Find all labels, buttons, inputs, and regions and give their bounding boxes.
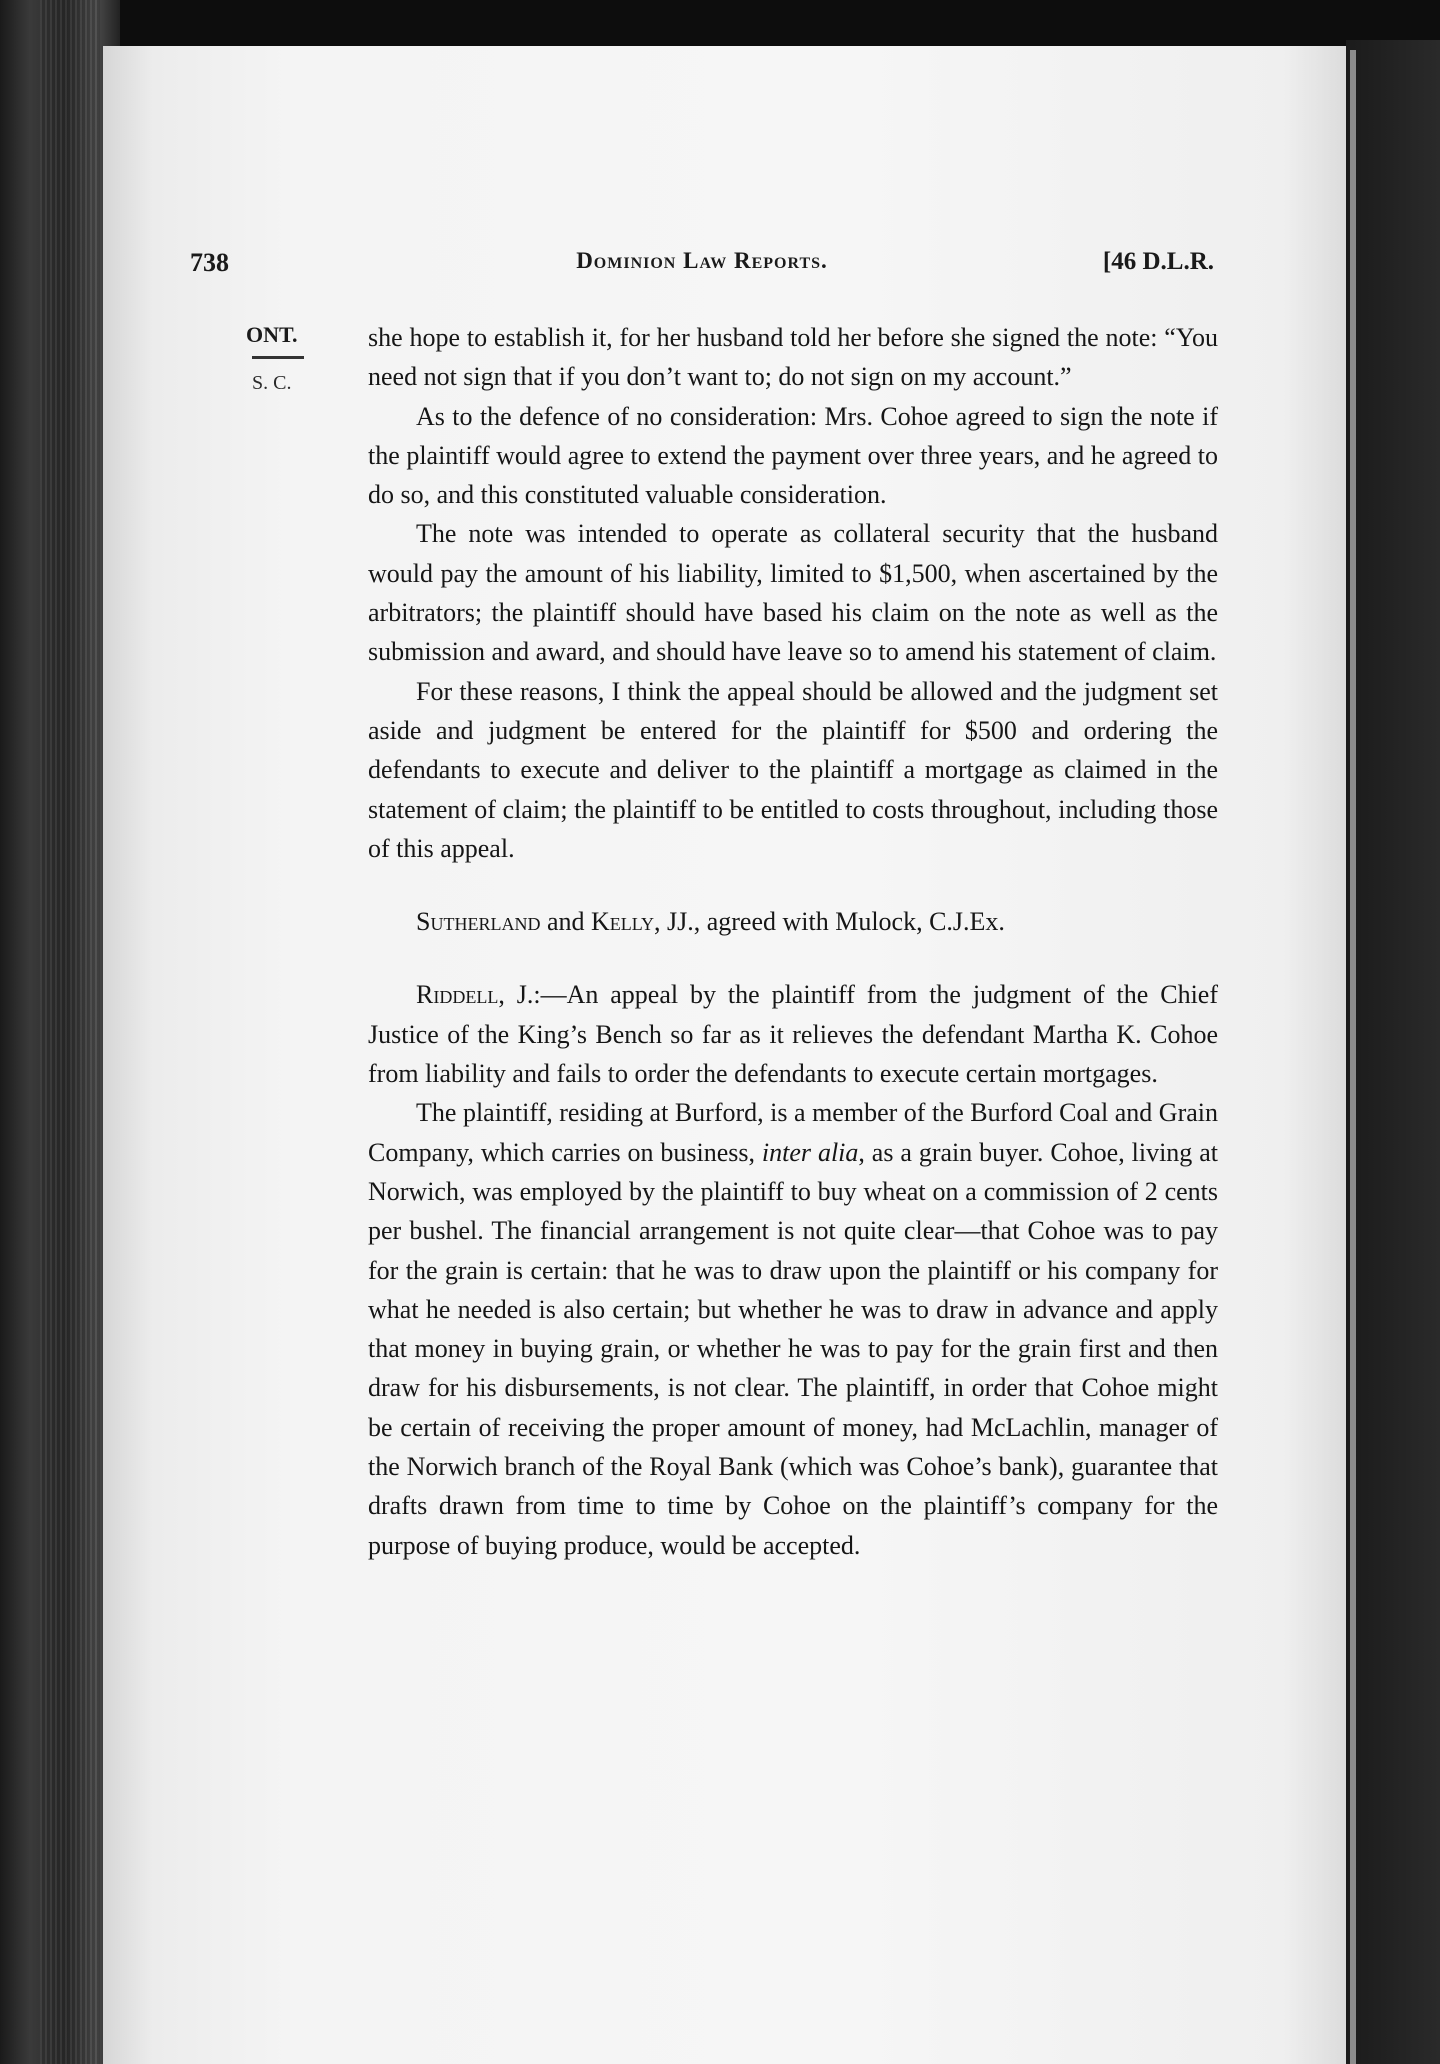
judge-name: Kelly [591, 907, 654, 937]
judgment-text [368, 318, 1218, 1565]
margin-court: S. C. [252, 372, 292, 394]
report-title: Dominion Law Reports. [576, 248, 828, 273]
paragraph-1: she hope to establish it, for her husband told her before she signed the note: “You need not sign that if you don’t want to; do not sign on my account.” [368, 323, 1218, 392]
paragraph-5 [368, 902, 1218, 941]
margin-rule [252, 356, 304, 359]
paragraph-3: The note was intended to operate as collateral security that the husband would pay the amount of his liability, limited to $1,500, when ascertained by the arbitrators; the plaintiff should have based his claim on the note as well as the submission and award, and should have leave so to amend his statement of claim. [368, 519, 1218, 667]
margin-jurisdiction: ONT. [246, 322, 298, 347]
volume-citation: [46 D.L.R. [1102, 248, 1214, 275]
paragraph-6 [368, 975, 1218, 1093]
judge-name: Riddell [416, 980, 499, 1010]
paragraph-4: For these reasons, I think the appeal should be allowed and the judgment set aside and judgment be entered for the plaintiff for $500 and ordering the defendants to execute and deliver to the plaintiff a mortgage as claimed in the statement of claim; the plaintiff to be entitled to costs throughout, including those of this appeal. [368, 676, 1218, 863]
facing-page-edge [1346, 40, 1440, 2064]
page-number: 738 [190, 248, 229, 277]
paragraph-text: , as a grain buyer. Cohoe, living at Norwich, was employed by the plaintiff to buy wheat on a commission of 2 cents per bushel. The financial arrangement is not quite clear—that Cohoe was to pay for the grain is certain: that he was to draw upon the plaintiff or his company for what he needed is also certain; but whether he was to draw in advance and apply that money in buying grain, or whether he was to pay for the grain first and then draw for his disbursements, is not clear. The plaintiff, in order that Cohoe might be certain of receiving the proper amount of money, had McLachlin, manager of the Norwich branch of the Royal Bank (which was Cohoe’s bank), guarantee that drafts drawn from time to time by Cohoe on the plaintiff’s company for the purpose of buying produce, would be accepted. [368, 1137, 1218, 1560]
concurrence-text: , JJ., agreed with Mulock, C.J.Ex. [653, 907, 1005, 937]
judge-name: Sutherland [416, 907, 541, 937]
facing-page-strip [1350, 50, 1356, 2064]
paragraph-7 [368, 1093, 1218, 1565]
conjunction: and [540, 907, 591, 937]
running-head [190, 248, 1214, 288]
paragraph-text: The plaintiff, residing at Burford, is a member of the Burford Coal and Grain Company, which carries on business, [368, 1098, 1218, 1167]
book-spine [0, 0, 120, 2064]
paragraph-2: As to the defence of no consideration: Mrs. Cohoe agreed to sign the note if the plaintiff would agree to extend the payment over three years, and he agreed to do so, and this constituted valuable consideration. [368, 401, 1218, 510]
appeal-text: , J.:—An appeal by the plaintiff from the judgment of the Chief Justice of the King’s Bench so far as it relieves the defendant Martha K. Cohoe from liability and fails to order the defendants to execute certain mortgages. [368, 980, 1218, 1089]
latin-phrase: inter alia [761, 1137, 859, 1167]
